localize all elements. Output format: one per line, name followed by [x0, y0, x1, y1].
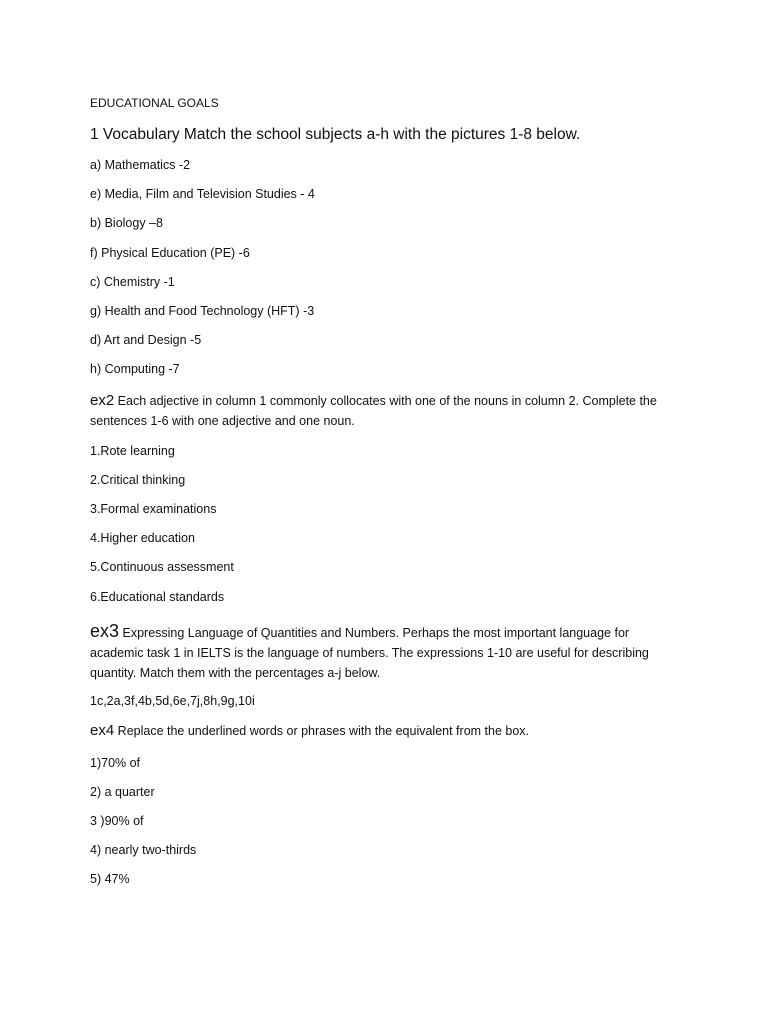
- ex2-item: 3.Formal examinations: [90, 502, 217, 516]
- ex4-item: 4) nearly two-thirds: [90, 843, 197, 857]
- ex4-instruction-text: Replace the underlined words or phrases with the equivalent from the box.: [114, 724, 530, 738]
- ex4-item: 2) a quarter: [90, 785, 155, 799]
- ex2-instruction-line2: sentences 1-6 with one adjective and one noun.: [90, 414, 355, 428]
- section1-item: c) Chemistry -1: [90, 275, 175, 289]
- ex2-instruction: [90, 391, 690, 431]
- section1-item: g) Health and Food Technology (HFT) -3: [90, 304, 315, 318]
- ex3-instruction-line3: quantity. Match them with the percentages a-j below.: [90, 666, 381, 680]
- ex4-item: 3 )90% of: [90, 814, 144, 828]
- section1-item: e) Media, Film and Television Studies - 4: [90, 187, 315, 201]
- ex3-instruction-line1: Expressing Language of Quantities and Numbers. Perhaps the most important language for: [119, 626, 630, 640]
- ex4-item: 5) 47%: [90, 872, 130, 886]
- ex3-number: ex3: [90, 621, 120, 641]
- section1-item: h) Computing -7: [90, 362, 180, 376]
- ex2-number: ex2: [90, 392, 115, 409]
- ex2-item: 2.Critical thinking: [90, 473, 186, 487]
- section1-item: a) Mathematics -2: [90, 158, 191, 172]
- ex4-item: 1)70% of: [90, 756, 141, 770]
- ex2-instruction-line1: Each adjective in column 1 commonly collocates with one of the nouns in column 2. Complete the: [114, 394, 657, 408]
- ex2-item: 4.Higher education: [90, 531, 195, 545]
- section1-item: f) Physical Education (PE) -6: [90, 246, 250, 260]
- ex3-instruction-line2: academic task 1 in IELTS is the language of numbers. The expressions 1-10 are useful for describing: [90, 646, 649, 660]
- ex3-instruction: [90, 621, 690, 683]
- ex4-number: ex4: [90, 722, 115, 739]
- ex3-answer: 1c,2a,3f,4b,5d,6e,7j,8h,9g,10i: [90, 694, 255, 708]
- ex2-item: 1.Rote learning: [90, 444, 175, 458]
- ex2-item: 6.Educational standards: [90, 590, 225, 604]
- section1-item: b) Biology –8: [90, 216, 163, 230]
- ex2-item: 5.Continuous assessment: [90, 560, 234, 574]
- section1-item: d) Art and Design -5: [90, 333, 202, 347]
- section1-heading: 1 Vocabulary Match the school subjects a-h with the pictures 1-8 below.: [90, 126, 581, 143]
- ex4-instruction: [90, 721, 690, 741]
- document-title: EDUCATIONAL GOALS: [90, 96, 219, 110]
